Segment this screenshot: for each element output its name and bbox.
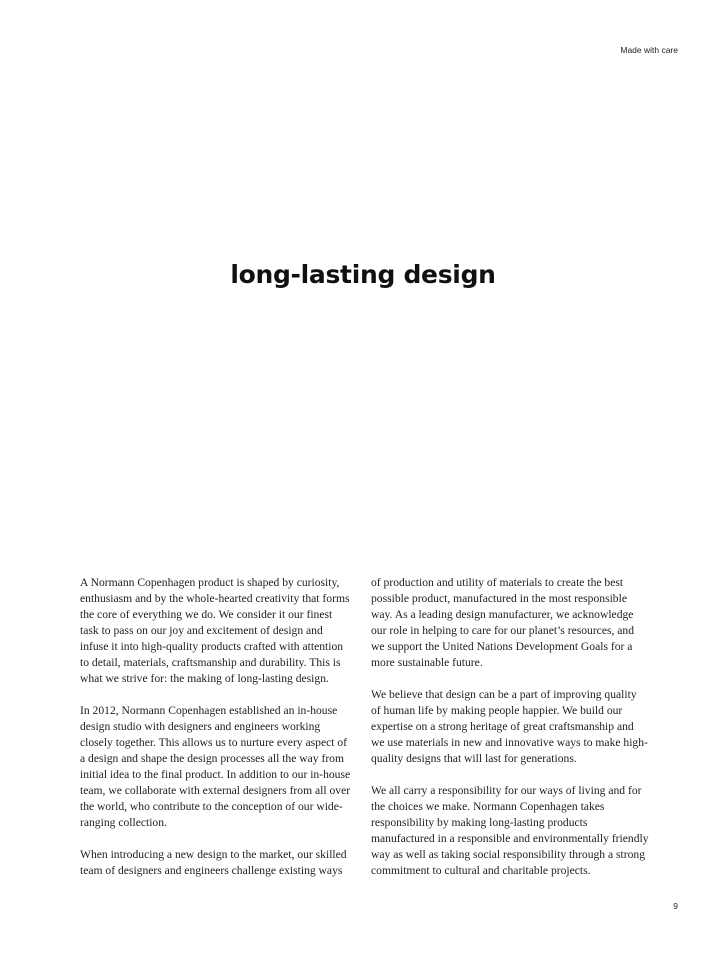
text-column-right [371,575,649,879]
page-number: 9 [673,901,678,911]
text-column-left [80,575,352,879]
paragraph: of production and utility of materials to create the best possible product, manufactured in the most responsible way. As a leading design manufacturer, we acknowledge our role in helping to care for our planet’s resources, and we support the United Nations Development Goals for a more sustainable future. [371,576,635,669]
paragraph: We all carry a responsibility for our ways of living and for the choices we make. Normann Copenhagen takes responsibility by making long-lasting products manufactured in a responsible and environmentally friendly way as well as taking social responsibility through a strong commitment to cultural and charitable projects. [371,784,649,877]
paragraph: A Normann Copenhagen product is shaped by curiosity, enthusiasm and by the whole-hearted creativity that forms the core of everything we do. We consider it our finest task to pass on our joy and excitement of design and infuse it into high-quality products crafted with attention to detail, materials, craftsmanship and durability. This is what we strive for: the making of long-lasting design. [80,576,350,685]
paragraph: When introducing a new design to the market, our skilled team of designers and engineers challenge existing ways [80,848,347,877]
paragraph: In 2012, Normann Copenhagen established an in-house design studio with designers and engineers working closely together. This allows us to nurture every aspect of a design and shape the design processes all the way from initial idea to the final product. In addition to our in-house team, we collaborate with external designers from all over the world, who contribute to the conception of our wide-ranging collection. [80,704,351,829]
paragraph: We believe that design can be a part of improving quality of human life by making people happier. We build our expertise on a strong heritage of great craftsmanship and we use materials in new and innovative ways to make high-quality designs that will last for generations. [371,688,648,765]
section-label: Made with care [620,45,678,55]
page-title: long-lasting design [230,260,496,289]
